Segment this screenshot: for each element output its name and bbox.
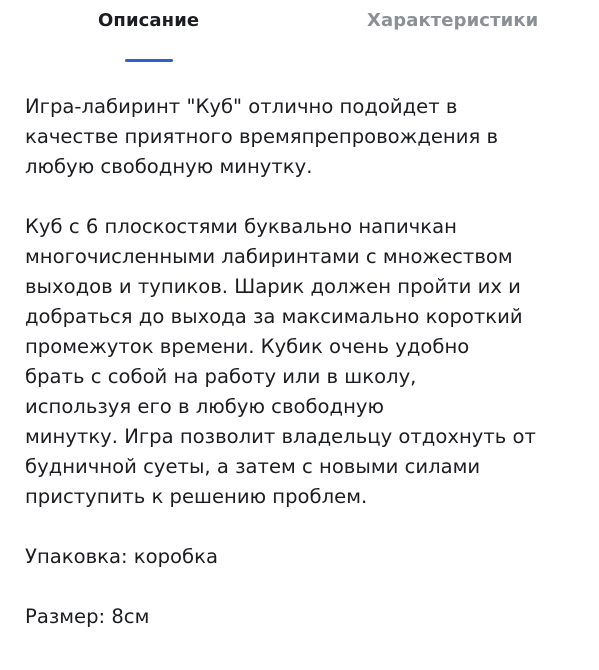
paragraph-spacer bbox=[25, 572, 585, 602]
tab-specifications[interactable]: Характеристики bbox=[367, 10, 539, 31]
tab-description[interactable]: Описание bbox=[98, 10, 200, 31]
description-content bbox=[25, 92, 585, 632]
tab-bar bbox=[0, 0, 599, 64]
size-info: Размер: 8см bbox=[25, 605, 150, 628]
description-intro: Игра-лабиринт "Куб" отлично подойдет в качестве приятного времяпрепровождения в любую свободную минутку. bbox=[25, 95, 499, 178]
description-body: Куб с 6 плоскостями буквально напичкан многочисленными лабиринтами с множеством выходов и тупиков. Шарик должен пройти их и добраться до выхода за максимально короткий промежуток времени. Кубик очень удобно брать с собой на работу или в школу, используя его в любую свободную минутку. Игра позволит владельцу отдохнуть от будничной суеты, а затем с новыми силами приступить к решению проблем. bbox=[25, 215, 536, 508]
active-tab-indicator bbox=[125, 59, 173, 62]
paragraph-spacer bbox=[25, 182, 585, 212]
paragraph-spacer bbox=[25, 512, 585, 542]
packaging-info: Упаковка: коробка bbox=[25, 545, 218, 568]
